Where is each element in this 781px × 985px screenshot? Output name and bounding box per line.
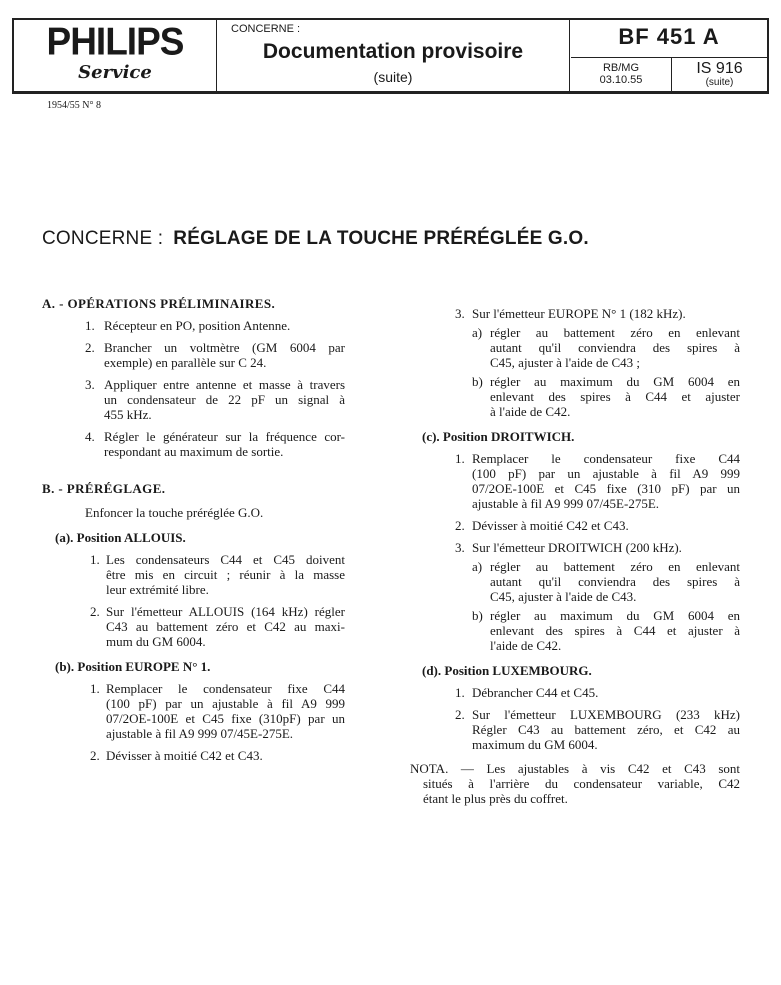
text-line: Dévisser à moitié C42 et C43.: [472, 518, 629, 533]
item-number: 2.: [90, 604, 100, 619]
text-line: Les condensateurs C44 et C45 doivent: [106, 552, 345, 567]
is-number: IS 916: [696, 60, 743, 77]
text-line: NOTA. — Les ajustables à vis C42 et C43 sont: [410, 761, 740, 776]
title-label: CONCERNE :: [42, 228, 164, 249]
text-line: 455 kHz.: [104, 407, 152, 422]
item-number: 3.: [85, 377, 95, 392]
text-line: régler au battement zéro en enlevant: [490, 325, 740, 340]
item-number: 3.: [455, 540, 465, 555]
is-suite: (suite): [705, 77, 734, 88]
brand-name: PHILIPS: [46, 19, 184, 63]
item-text: [472, 306, 740, 321]
text-line: Sur l'émetteur DROITWICH (200 kHz).: [472, 540, 682, 555]
text-line: Remplacer le condensateur fixe C44: [106, 681, 345, 696]
text-line: régler au maximum du GM 6004 en: [490, 608, 740, 623]
text-line: exemple) en parallèle sur C 24.: [104, 355, 267, 370]
item-number: 2.: [90, 748, 100, 763]
list-item: [410, 685, 740, 700]
text-line: leur extrémité libre.: [106, 582, 209, 597]
text-line: régler au maximum du GM 6004 en: [490, 374, 740, 389]
item-text: [410, 761, 740, 806]
text-line: ajustable à fil A9 999 07/45E-275E.: [472, 496, 660, 511]
sub-item: [410, 374, 740, 419]
text-line: un condensateur de 22 pF un signal à: [104, 392, 345, 407]
text-line: Dévisser à moitié C42 et C43.: [106, 748, 263, 763]
text-line: Appliquer entre antenne et masse à travers: [104, 377, 345, 392]
list-item: [42, 604, 345, 649]
item-number: 2.: [455, 518, 465, 533]
text-line: autant qu'il conviendra des spires à: [490, 340, 740, 355]
section-heading: B. - PRÉRÉGLAGE.: [42, 481, 166, 496]
list-item: [410, 451, 740, 511]
item-text: [490, 325, 740, 370]
service-label: Service: [78, 62, 152, 83]
text-line: Régler le générateur sur la fréquence cor-: [104, 429, 345, 444]
item-number: 1.: [455, 451, 465, 466]
item-text: [472, 451, 740, 511]
text-line: C45, ajuster à l'aide de C43 ;: [490, 355, 641, 370]
text-line: 07/2OE-100E et C45 fixe (310pF) par un: [106, 711, 345, 726]
paragraph: Enfoncer la touche préréglée G.O.: [85, 505, 264, 520]
item-number: 2.: [455, 707, 465, 722]
text-line: C45, ajuster à l'aide de C43.: [490, 589, 637, 604]
list-item: [42, 340, 345, 370]
list-item: [42, 552, 345, 597]
text-line: 07/2OE-100E et C45 fixe (310 pF) par un: [472, 481, 740, 496]
text-line: Sur l'émetteur EUROPE N° 1 (182 kHz).: [472, 306, 686, 321]
item-text: [472, 685, 740, 700]
item-text: [106, 604, 345, 649]
is-reference: [672, 60, 767, 89]
text-line: étant le plus près du coffret.: [423, 791, 568, 806]
item-number: 1.: [85, 318, 95, 333]
text-line: régler au battement zéro en enlevant: [490, 559, 740, 574]
doc-title: Documentation provisoire: [262, 40, 524, 63]
text-line: autant qu'il conviendra des spires à: [490, 574, 740, 589]
item-text: [472, 540, 740, 555]
philips-logo: [14, 19, 216, 84]
issue-number: 1954/55 N° 8: [47, 100, 101, 111]
doc-suite: (suite): [373, 69, 413, 85]
text-line: maximum du GM 6004.: [472, 737, 598, 752]
item-text: [472, 518, 740, 533]
item-text: [490, 374, 740, 419]
text-line: (100 pF) par un ajustable à fil A9 999: [472, 466, 740, 481]
text-line: situés à l'arrière du condensateur variable, C42: [423, 776, 740, 791]
author-date: [571, 62, 671, 86]
text-line: mum du GM 6004.: [106, 634, 206, 649]
list-item: [410, 306, 740, 321]
item-number: b): [472, 608, 483, 623]
item-text: [490, 559, 740, 604]
text-line: (100 pF) par un ajustable à fil A9 999: [106, 696, 345, 711]
text-line: Brancher un voltmètre (GM 6004 par: [104, 340, 345, 355]
left-column: [42, 296, 345, 763]
text-line: enlevant des spires à C44 et ajuster à: [490, 623, 740, 638]
item-number: a): [472, 559, 483, 574]
date: 03.10.55: [599, 74, 643, 86]
model-number: BF 451 A: [618, 24, 720, 49]
text-line: Récepteur en PO, position Antenne.: [104, 318, 291, 333]
text-line: Remplacer le condensateur fixe C44: [472, 451, 740, 466]
sub-item: [410, 559, 740, 604]
page-title: [42, 228, 589, 250]
author: RB/MG: [602, 62, 640, 74]
concerne-label: CONCERNE :: [231, 23, 301, 35]
list-item: [42, 377, 345, 422]
document-header: [12, 18, 769, 94]
title-text: RÉGLAGE DE LA TOUCHE PRÉRÉGLÉE G.O.: [173, 228, 589, 249]
subsection-heading: (a). Position ALLOUIS.: [55, 530, 186, 545]
item-number: b): [472, 374, 483, 389]
text-line: Régler C43 au battement zéro, et C42 au: [472, 722, 740, 737]
subsection-heading: (b). Position EUROPE N° 1.: [55, 659, 211, 674]
item-text: [104, 340, 345, 370]
text-line: respondant au maximum de sortie.: [104, 444, 284, 459]
item-number: 2.: [85, 340, 95, 355]
item-text: [104, 318, 345, 333]
divider: [569, 20, 570, 91]
section-heading: A. - OPÉRATIONS PRÉLIMINAIRES.: [42, 296, 276, 311]
item-number: 4.: [85, 429, 95, 444]
text-line: l'aide de C42.: [490, 638, 562, 653]
item-text: [106, 681, 345, 741]
header-reference: [571, 20, 767, 91]
right-column: [410, 299, 740, 806]
text-line: C43 au battement zéro et C42 au maxi-: [106, 619, 345, 634]
subsection-heading: (d). Position LUXEMBOURG.: [422, 663, 592, 678]
item-number: 1.: [90, 681, 100, 696]
subsection-heading: (c). Position DROITWICH.: [422, 429, 575, 444]
text-line: Sur l'émetteur ALLOUIS (164 kHz) régler: [106, 604, 345, 619]
list-item: [42, 318, 345, 333]
list-item: [42, 681, 345, 741]
item-number: 1.: [455, 685, 465, 700]
text-line: Débrancher C44 et C45.: [472, 685, 599, 700]
item-text: [472, 707, 740, 752]
text-line: à l'aide de C42.: [490, 404, 571, 419]
list-item: [410, 707, 740, 752]
item-text: [106, 748, 345, 763]
nota-note: [410, 761, 740, 806]
item-text: [104, 377, 345, 422]
list-item: [410, 518, 740, 533]
text-line: être mis en circuit ; réunir à la masse: [106, 567, 345, 582]
list-item: [42, 748, 345, 763]
item-number: a): [472, 325, 483, 340]
item-text: [490, 608, 740, 653]
text-line: ajustable à fil A9 999 07/45E-275E.: [106, 726, 294, 741]
item-number: 1.: [90, 552, 100, 567]
divider: [571, 57, 767, 58]
item-text: [106, 552, 345, 597]
text-line: Sur l'émetteur LUXEMBOURG (233 kHz): [472, 707, 740, 722]
text-line: enlevant des spires à C44 et ajuster: [490, 389, 740, 404]
item-text: [104, 429, 345, 459]
list-item: [42, 429, 345, 459]
item-number: 3.: [455, 306, 465, 321]
list-item: [410, 540, 740, 555]
sub-item: [410, 325, 740, 370]
sub-item: [410, 608, 740, 653]
